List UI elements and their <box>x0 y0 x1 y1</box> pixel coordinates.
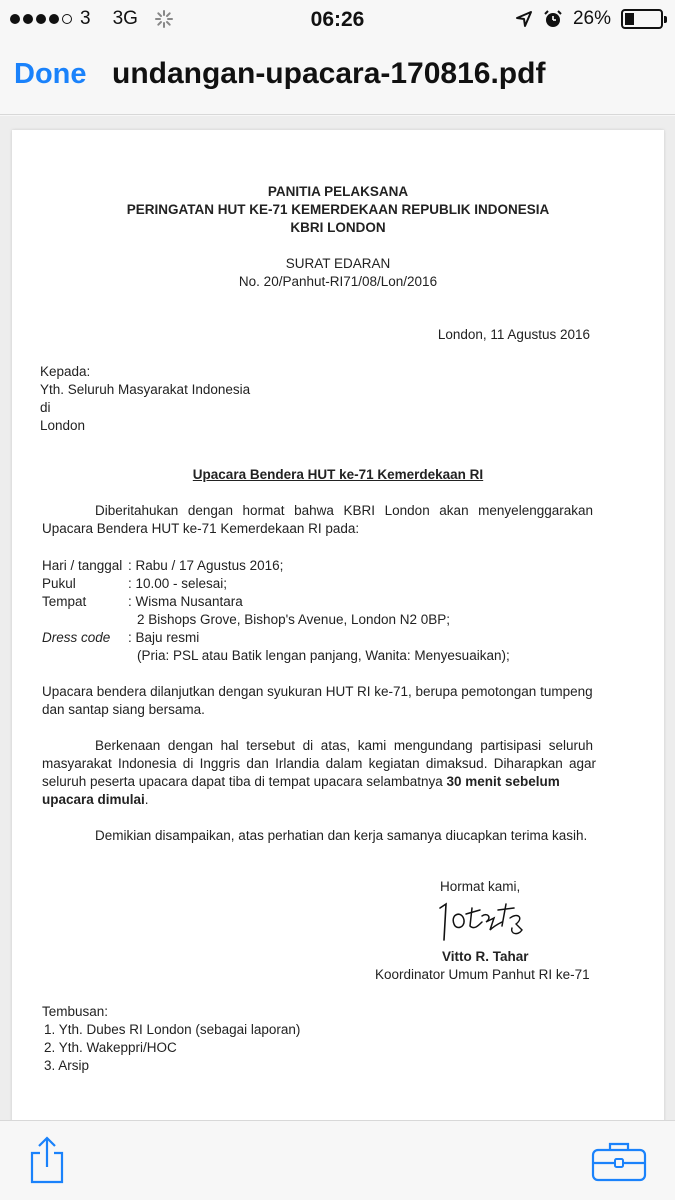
closing-greeting: Hormat kami, <box>440 879 521 894</box>
signer-name: Vitto R. Tahar <box>442 949 529 964</box>
detail-dress-label: Dress code <box>42 630 111 645</box>
location-arrow-icon <box>515 10 533 28</box>
share-button[interactable] <box>26 1135 68 1190</box>
paragraph-2-line-1: Upacara bendera dilanjutkan dengan syukuran HUT RI ke-71, berupa pemotongan tumpeng <box>42 684 593 699</box>
pdf-page <box>12 130 664 1120</box>
cc-item: 3. Arsip <box>44 1058 90 1073</box>
paragraph-4: Demikian disampaikan, atas perhatian dan kerja samanya diucapkan terima kasih. <box>95 828 588 843</box>
done-button[interactable]: Done <box>14 58 87 90</box>
status-right <box>515 8 663 30</box>
detail-place-address: 2 Bishops Grove, Bishop's Avenue, London N2 0BP; <box>137 612 451 627</box>
battery-level-fill <box>625 13 634 25</box>
paragraph-2-line-2: dan santap siang bersama. <box>42 702 205 717</box>
paragraph-3-line-4 <box>42 791 149 808</box>
detail-place-label: Tempat <box>42 594 87 609</box>
recipient-line-1: Yth. Seluruh Masyarakat Indonesia <box>40 382 251 397</box>
paragraph-3-line-3-text: seluruh peserta upacara dapat tiba di tempat upacara selambatnya <box>42 774 447 789</box>
toolbox-icon <box>590 1139 648 1183</box>
status-time: 06:26 <box>310 8 365 31</box>
bottom-toolbar <box>0 1120 675 1200</box>
paragraph-3-emphasis-2: upacara dimulai <box>42 792 145 807</box>
alarm-clock-icon <box>543 9 563 29</box>
detail-time-value: : 10.00 - selesai; <box>128 576 228 591</box>
signer-title: Koordinator Umum Panhut RI ke-71 <box>375 967 590 982</box>
detail-dress-note: (Pria: PSL atau Batik lengan panjang, Wanita: Menyesuaikan); <box>137 648 510 663</box>
battery-percent: 26% <box>572 8 611 29</box>
place-date: London, 11 Agustus 2016 <box>437 327 590 342</box>
paragraph-3-line-1: Berkenaan dengan hal tersebut di atas, kami mengundang partisipasi seluruh <box>95 738 593 753</box>
paragraph-3-emphasis-1: 30 menit sebelum <box>446 774 560 789</box>
recipient-line-2: di <box>40 400 51 415</box>
paragraph-1-line-1: Diberitahukan dengan hormat bahwa KBRI London akan menyelenggarakan <box>95 503 593 518</box>
doc-number: No. 20/Panhut-RI71/08/Lon/2016 <box>238 274 438 289</box>
signature-image <box>432 896 542 946</box>
share-icon <box>26 1135 68 1185</box>
doc-type: SURAT EDARAN <box>285 256 391 271</box>
paragraph-3-end: . <box>144 792 149 807</box>
battery-icon <box>621 9 663 29</box>
detail-time-label: Pukul <box>42 576 76 591</box>
paragraph-3-line-2: masyarakat Indonesia di Inggris dan Irlandia dalam kegiatan dimaksud. Diharapkan agar <box>42 756 596 771</box>
detail-day-value: : Rabu / 17 Agustus 2016; <box>128 558 284 573</box>
document-viewer[interactable] <box>0 116 675 1120</box>
detail-day-label: Hari / tanggal <box>42 558 123 573</box>
network-label: 3G <box>112 8 138 29</box>
recipient-line-3: London <box>40 418 86 433</box>
cc-item: 1. Yth. Dubes RI London (sebagai laporan) <box>44 1022 301 1037</box>
paragraph-3-line-3 <box>42 773 560 790</box>
document-title: undangan-upacara-170816.pdf <box>112 57 546 90</box>
header-line-2: PERINGATAN HUT KE-71 KEMERDEKAAN REPUBLIK INDONESIA <box>126 202 550 217</box>
paragraph-1-line-2: Upacara Bendera HUT ke-71 Kemerdekaan RI pada: <box>42 521 360 536</box>
subject-heading: Upacara Bendera HUT ke-71 Kemerdekaan RI <box>192 467 484 482</box>
navigation-bar <box>0 40 675 115</box>
cc-item: 2. Yth. Wakeppri/HOC <box>44 1040 177 1055</box>
carrier-label: 3 <box>80 8 91 29</box>
status-bar <box>0 0 675 40</box>
detail-place-value: : Wisma Nusantara <box>128 594 243 609</box>
markup-toolbox-button[interactable] <box>590 1139 648 1188</box>
cc-label: Tembusan: <box>42 1004 109 1019</box>
recipient-label: Kepada: <box>40 364 91 379</box>
header-line-3: KBRI LONDON <box>290 220 386 235</box>
header-line-1: PANITIA PELAKSANA <box>267 184 409 199</box>
detail-dress-value: : Baju resmi <box>128 630 200 645</box>
